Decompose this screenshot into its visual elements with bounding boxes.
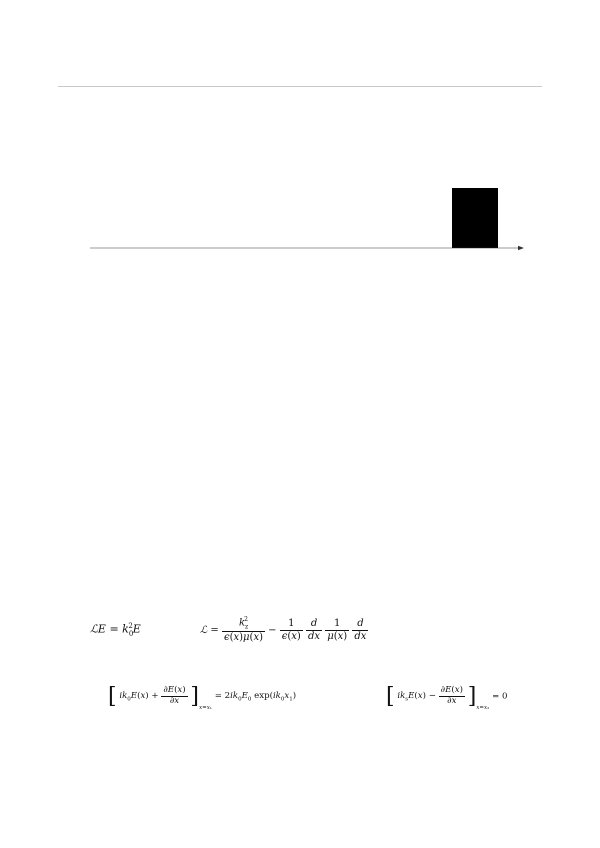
substrate-region [452,188,498,248]
axis-arrow [518,246,524,250]
top-rule [58,86,542,87]
multilayer-diagram [88,182,528,266]
operator-equation: ℒE = $k_0^2E$ [90,622,141,638]
boundary-condition-1: [ $ik_0E(x)$ + $\frac{\partial E(x)}{\partial x}$ ]$_{x=x_1} = 2ik_0E_0$ $\exp(ik_0x_1)$ [108,684,297,711]
boundary-condition-2: [ $ik_sE(x)$ − $\frac{\partial E(x)}{\partial x}$ ]$_{x=x_2} = 0$ [386,684,508,711]
operator-definition: ℒ = $\frac{k_z^2}{\epsilon(x)\mu(x)}$ − $\frac{1}{\epsilon(x)}$ $\frac{d}{dx}$ $\frac{1}{\mu(x)}$ $\frac{d}{dx}$ [200,616,367,644]
